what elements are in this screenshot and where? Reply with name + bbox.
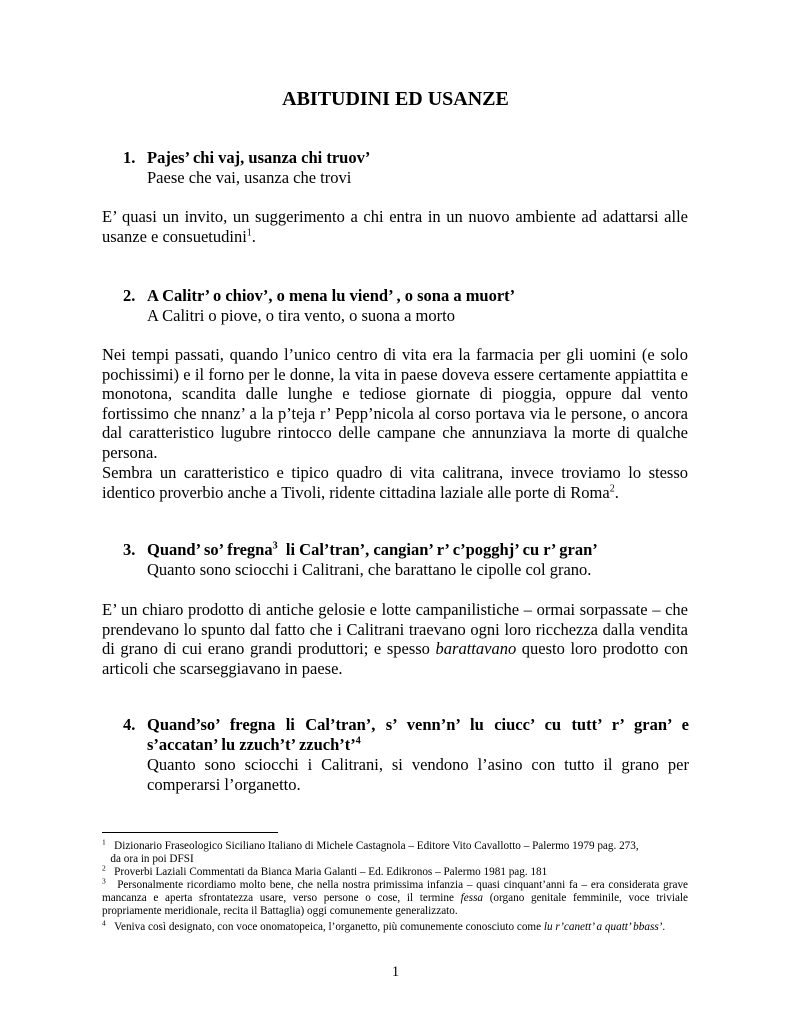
footnote-4: $^4$ Veniva così designato, con voce onomatopeica, l’organetto, più comunemente conosciuto come lu r’canett’ a quatt’ bbass’. — [102, 918, 666, 933]
section-4-block — [123, 715, 689, 795]
section-4-translation: Quanto sono sciocchi i Calitrani, si vendono l’asino con tutto il grano per comperarsi l’organetto. — [147, 755, 689, 794]
section-3-number: 3. — [123, 540, 136, 559]
footnote-1: $^1$ Dizionario Fraseologico Siciliano Italiano di Michele Castagnola – Editore Vito Cavallotto – Palermo 1979 pag. 273, da ora in poi DFSI — [102, 837, 639, 865]
footnote-ref-3: 3 — [272, 540, 278, 552]
section-2-number: 2. — [123, 286, 136, 305]
section-3-translation: Quanto sono sciocchi i Calitrani, che barattano le cipolle col grano. — [147, 560, 592, 579]
section-2-paragraph-1: Nei tempi passati, quando l’unico centro di vita era la farmacia per gli uomini (e solo pochissimi) e il forno per le donne, la vita in paese doveva essere certamente appiattita e monotona, scandita dalle lunghe e tediose giornate di pioggia, oppure dal vento fortissimo che nnanz’ a la p’teja r’ Pepp’nicola al corso portava via le persone, o ancora dal caratteristico lugubre rintocco delle campane che annunziava la morte di qualche persona. — [102, 345, 688, 462]
section-4-number: 4. — [123, 715, 136, 734]
footnote-2: $^2$ Proverbi Laziali Commentati da Bianca Maria Galanti – Ed. Edikronos – Palermo 1981 pag. 181 — [102, 863, 548, 878]
page-title: ABITUDINI ED USANZE — [282, 88, 509, 110]
footnote-separator — [102, 832, 278, 833]
section-2-proverb: A Calitr’ o chiov’, o mena lu viend’ , o sona a muort’ — [147, 286, 516, 305]
section-3-paragraph: E’ un chiaro prodotto di antiche gelosie e lotte campanilistiche – ormai sorpassate – che prendevano lo spunto dal fatto che i Calitrani traevano ogni loro ricchezza dalla vendita di grano di cui erano grandi produttori; e spesso barattavano questo loro prodotto con articoli che scarseggiavano in paese. — [102, 600, 688, 678]
footnote-ref-1: 1 — [246, 227, 252, 239]
footnote-ref-4: 4 — [355, 735, 361, 747]
section-2-translation: A Calitri o piove, o tira vento, o suona a morto — [147, 306, 455, 325]
page-number: 1 — [391, 964, 400, 980]
footnote-ref-2: 2 — [609, 483, 615, 495]
section-1-number: 1. — [123, 148, 136, 167]
section-1-proverb: Pajes’ chi vaj, usanza chi truov’ — [147, 148, 371, 167]
section-3-proverb: Quand’ so’ fregna$^3$ li Cal’tran’, cangian’ r’ c’pogghj’ cu r’ gran’ — [147, 540, 598, 559]
section-1-paragraph: E’ quasi un invito, un suggerimento a chi entra in un nuovo ambiente ad adattarsi alle usanze e consuetudini$^1$. — [102, 207, 688, 246]
section-1-translation: Paese che vai, usanza che trovi — [147, 168, 352, 187]
section-4-proverb: Quand’so’ fregna li Cal’tran’, s’ venn’n’ lu ciucc’ cu tutt’ r’ gran’ e s’accatan’ lu zzuch’t’ zzuch’t’$^4$ — [147, 715, 689, 754]
footnote-3: $^3$ Personalmente ricordiamo molto bene, che nella nostra primissima infanzia – quasi cinquant’anni fa – era considerata grave mancanza e aperta sfrontatezza usare, verso persone o cose, il termine fessa (organo genitale femminile, voce triviale propriamente meridionale, recita il Battaglia) oggi comunemente generalizzato. — [102, 876, 689, 917]
section-2-paragraph-2: Sembra un caratteristico e tipico quadro di vita calitrana, invece troviamo lo stesso identico proverbio anche a Tivoli, ridente cittadina laziale alle porte di Roma$^2$. — [102, 463, 688, 502]
